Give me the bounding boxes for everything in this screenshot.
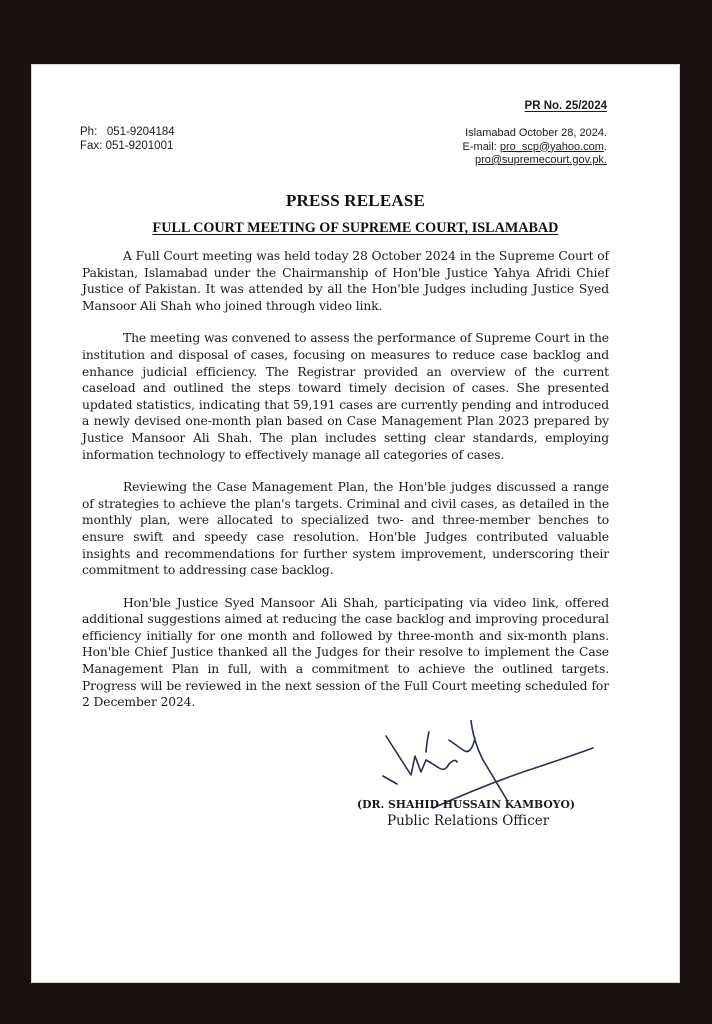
press-release-body [82, 248, 609, 727]
signatory-designation: Public Relations Officer [387, 813, 550, 829]
place-date: Islamabad October 28, 2024. [465, 127, 607, 139]
paragraph-1: A Full Court meeting was held today 28 October 2024 in the Supreme Court of Pakistan, Islamabad under the Chairmanship of Hon'ble Justice Yahya Afridi Chief Justice of Pakistan. It was attended by all the Hon'ble Judges including Justice Syed Mansoor Ali Shah who joined through video link. [82, 249, 609, 313]
paragraph-3: Reviewing the Case Management Plan, the Hon'ble judges discussed a range of strategies to achieve the plan's targets. Criminal and civil cases, as detailed in the monthly plan, were allocated to specialized two- and three-member benches to ensure swift and speedy case resolution. Hon'ble Judges contributed valuable insights and recommendations for further system improvement, underscoring their commitment to addressing case backlog. [82, 480, 609, 578]
press-release-page [31, 64, 680, 983]
signatory-name: (DR. SHAHID HUSSAIN KAMBOYO) [357, 798, 575, 811]
fax-number: 051-9201001 [105, 140, 174, 152]
paragraph-2: The meeting was convened to assess the performance of Supreme Court in the institution and disposal of cases, focusing on measures to reduce case backlog and enhance judicial efficiency. The Registrar provided an overview of the current caseload and outlined the steps toward timely decision of cases. She presented updated statistics, indicating that 59,191 cases are currently pending and introduced a newly devised one-month plan based on Case Management Plan 2023 prepared by Justice Mansoor Ali Shah. The plan includes setting clear standards, employing information technology to effectively manage all categories of cases. [82, 331, 609, 462]
signature-stroke-tick [383, 776, 397, 784]
email-label: E-mail: [462, 140, 497, 153]
contact-block [80, 125, 175, 153]
fax-label: Fax: [80, 140, 103, 152]
email-link-supremecourt[interactable]: pro@supremecourt.gov.pk. [474, 154, 607, 166]
email-row-2 [463, 154, 607, 168]
phone-label: Ph: [80, 126, 98, 138]
paragraph-4: Hon'ble Justice Syed Mansoor Ali Shah, participating via video link, offered additional suggestions aimed at reducing the case backlog and improving procedural efficiency initially for one month and followed by three-month and six-month plans. Hon'ble Chief Justice thanked all the Judges for their resolve to implement the Case Management Plan in full, with a commitment to achieve the outlined targets. Progress will be reviewed in the next session of the Full Court meeting scheduled for 2 December 2024. [82, 595, 609, 710]
place-email-block [463, 127, 607, 168]
document-title: PRESS RELEASE [285, 191, 426, 210]
email-separator: . [603, 140, 607, 153]
pr-number: PR No. 25/2024 [524, 100, 607, 112]
document-subtitle: FULL COURT MEETING OF SUPREME COURT, ISLAMABAD [152, 220, 559, 236]
phone-row [80, 125, 175, 139]
email-row [463, 141, 607, 155]
fax-row [80, 139, 175, 153]
signature-stroke-main [386, 720, 507, 800]
email-link-yahoo[interactable]: pro_scp@yahoo.com [499, 140, 604, 153]
signature-icon [371, 720, 601, 810]
phone-number: 051-9204184 [106, 126, 175, 138]
